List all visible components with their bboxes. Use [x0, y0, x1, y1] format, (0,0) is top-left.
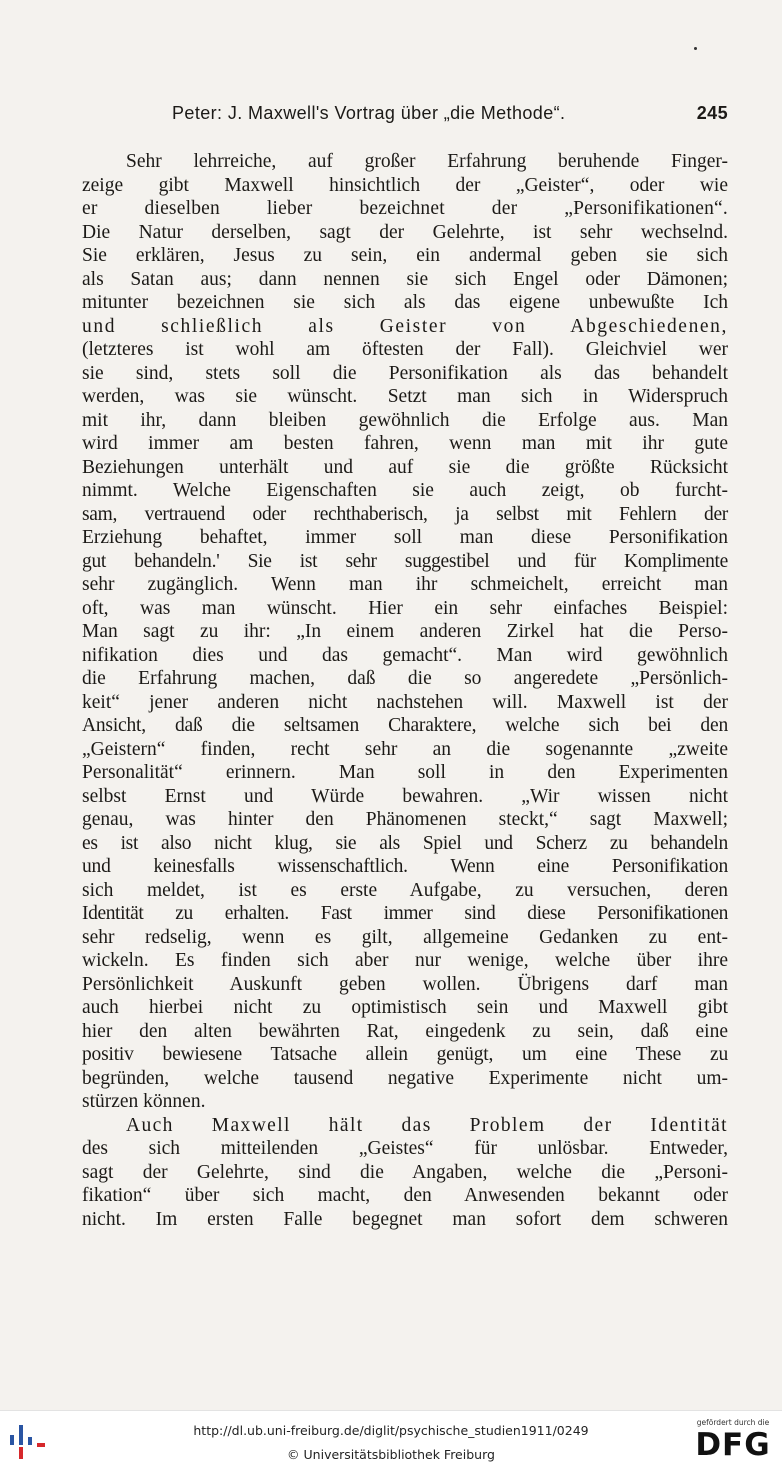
- text-line: Man sagt zu ihr: „In einem anderen Zirkel hat die Perso-: [82, 621, 728, 642]
- text-line: oft, was man wünscht. Hier ein sehr einfaches Beispiel:: [82, 597, 728, 619]
- text-line: sagt der Gelehrte, sind die Angaben, welche die „Personi-: [82, 1161, 728, 1183]
- text-line: (letzteres ist wohl am öftesten der Fall). Gleichviel wer: [82, 339, 728, 360]
- text-line: Beziehungen unterhält und auf sie die größte Rücksicht: [82, 456, 728, 478]
- text-line: positiv bewiesene Tatsache allein genügt, um eine These zu: [82, 1044, 728, 1065]
- permalink-url[interactable]: http://dl.ub.uni-freiburg.de/diglit/psychische_studien1911/0249: [193, 1423, 589, 1438]
- dfg-logo[interactable]: DFG: [695, 1427, 771, 1463]
- text-line: Auch Maxwell hält das Problem der Identität: [126, 1114, 728, 1136]
- scan-speck: [694, 47, 697, 50]
- text-line: mitunter bezeichnen sie sich als das eigene unbewußte Ich: [82, 292, 728, 313]
- text-line: Die Natur derselben, sagt der Gelehrte, ist sehr wechselnd.: [82, 221, 728, 243]
- text-line: Sehr lehrreiche, auf großer Erfahrung beruhende Finger-: [126, 151, 728, 172]
- text-line: als Satan aus; dann nennen sie sich Engel oder Dämonen;: [82, 268, 728, 290]
- text-line: Identität zu erhalten. Fast immer sind diese Personifikationen: [82, 903, 728, 924]
- text-line: wickeln. Es finden sich aber nur wenige, welche über ihre: [82, 950, 728, 971]
- text-line: mit ihr, dann bleiben gewöhnlich die Erfolge aus. Man: [82, 409, 728, 431]
- text-line: „Geistern“ finden, recht sehr an die sogenannte „zweite: [82, 738, 728, 760]
- text-line: Sie erklären, Jesus zu sein, ein andermal geben sie sich: [82, 245, 728, 266]
- text-line: nifikation dies und das gemacht“. Man wird gewöhnlich: [82, 644, 728, 666]
- text-line: Persönlichkeit Auskunft geben wollen. Übrigens darf man: [82, 973, 728, 995]
- text-line: auch hierbei nicht zu optimistisch sein und Maxwell gibt: [82, 997, 728, 1018]
- text-line: selbst Ernst und Würde bewahren. „Wir wissen nicht: [82, 785, 728, 807]
- text-line: gut behandeln.' Sie ist sehr suggestibel und für Komplimente: [82, 550, 728, 572]
- text-line: sehr redselig, wenn es gilt, allgemeine Gedanken zu ent-: [82, 926, 728, 948]
- text-line: begründen, welche tausend negative Experimente nicht um-: [82, 1067, 728, 1089]
- text-line: keit“ jener anderen nicht nachstehen will. Maxwell ist der: [82, 691, 728, 713]
- text-line: sie sind, stets soll die Personifikation als das behandelt: [82, 362, 728, 384]
- text-line: fikation“ über sich macht, den Anwesenden bekannt oder: [82, 1185, 728, 1206]
- text-line: stürzen können.: [82, 1091, 206, 1112]
- text-line: zeige gibt Maxwell hinsichtlich der „Geister“, oder wie: [82, 174, 728, 196]
- text-line: nimmt. Welche Eigenschaften sie auch zeigt, ob furcht-: [82, 480, 728, 501]
- text-line: Erziehung behaftet, immer soll man diese Personifikation: [82, 527, 728, 548]
- running-title: Peter: J. Maxwell's Vortrag über „die Methode“.: [172, 103, 566, 123]
- text-line: und keinesfalls wissenschaftlich. Wenn eine Personifikation: [82, 856, 728, 877]
- text-line: werden, was sie wünscht. Setzt man sich in Widerspruch: [82, 386, 728, 407]
- copyright-notice: © Universitätsbibliothek Freiburg: [287, 1447, 495, 1462]
- text-line: und schließlich als Geister von Abgeschiedenen,: [82, 315, 728, 337]
- dfg-caption: gefördert durch die: [696, 1418, 770, 1427]
- text-line: genau, was hinter den Phänomenen steckt,“ sagt Maxwell;: [82, 809, 728, 830]
- text-line: sehr zugänglich. Wenn man ihr schmeichelt, erreicht man: [82, 574, 728, 595]
- text-line: er dieselben lieber bezeichnet der „Personifikationen“.: [82, 198, 728, 219]
- running-head: [172, 103, 728, 131]
- text-line: wird immer am besten fahren, wenn man mit ihr gute: [82, 433, 728, 454]
- page-number: 245: [696, 103, 728, 123]
- text-line: nicht. Im ersten Falle begegnet man sofort dem schweren: [82, 1208, 728, 1230]
- text-line: die Erfahrung machen, daß die so angeredete „Persönlich-: [82, 668, 728, 689]
- text-line: hier den alten bewährten Rat, eingedenk zu sein, daß eine: [82, 1020, 728, 1042]
- text-line: Ansicht, daß die seltsamen Charaktere, welche sich bei den: [82, 715, 728, 736]
- text-line: Personalität“ erinnern. Man soll in den Experimenten: [82, 762, 728, 783]
- viewer-footer: [0, 1410, 782, 1470]
- text-line: des sich mitteilenden „Geistes“ für unlösbar. Entweder,: [82, 1138, 728, 1159]
- body-text: [82, 150, 728, 1231]
- text-line: sam, vertrauend oder rechthaberisch, ja selbst mit Fehlern der: [82, 503, 728, 525]
- text-line: es ist also nicht klug, sie als Spiel und Scherz zu behandeln: [82, 832, 728, 854]
- text-line: sich meldet, ist es erste Aufgabe, zu versuchen, deren: [82, 879, 728, 901]
